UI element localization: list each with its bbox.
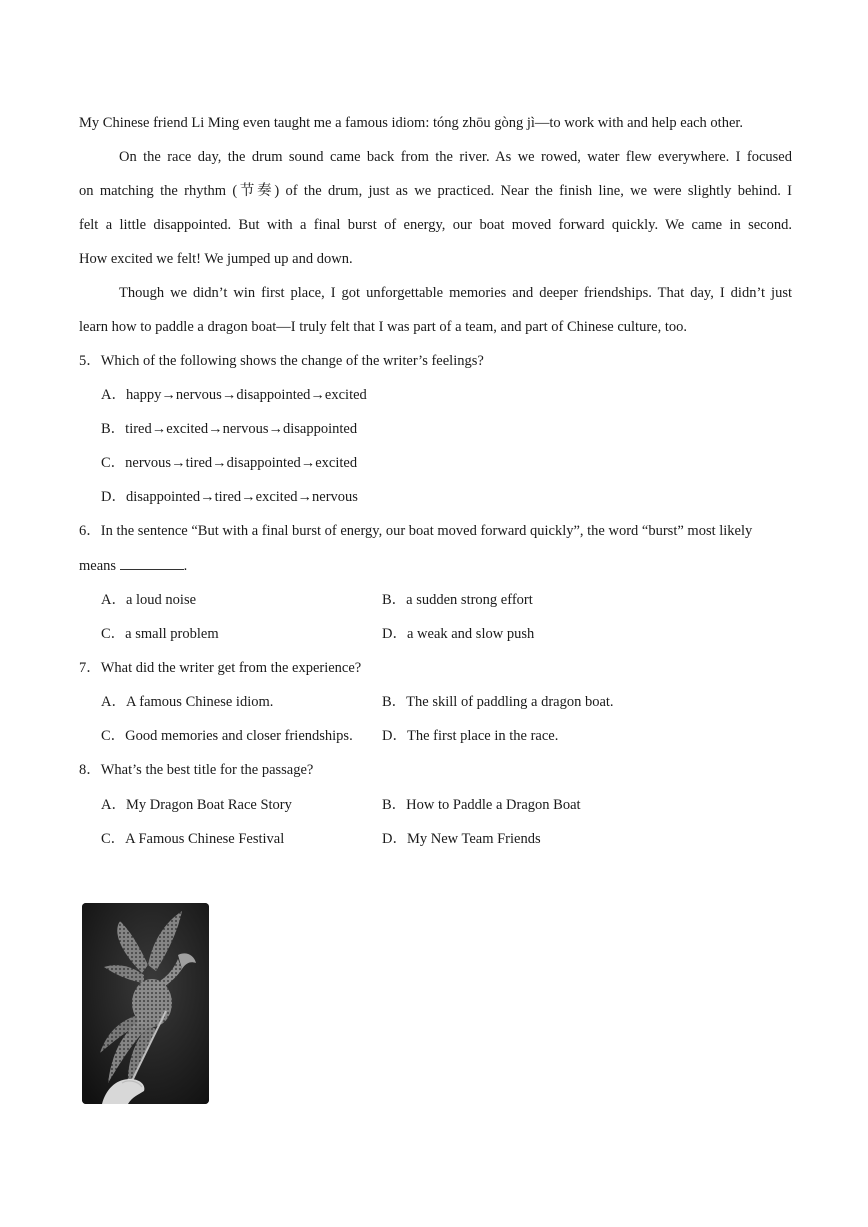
question-8-option-d: D．My New Team Friends — [382, 831, 541, 847]
paper-cut-phoenix-photo — [82, 903, 209, 1104]
question-8-option-c: C．A Famous Chinese Festival — [101, 831, 285, 847]
question-5-option-d: D．disappointed→tired→excited→nervous — [101, 489, 358, 505]
question-6-option-c: C．a small problem — [101, 626, 219, 642]
phoenix-illustration — [82, 903, 209, 1104]
question-8-stem: 8．What’s the best title for the passage? — [79, 762, 314, 778]
passage-line: Though we didn’t win first place, I got unforgettable memories and deeper friendships. That day, I didn’t just — [119, 285, 792, 301]
question-8-option-b: B．How to Paddle a Dragon Boat — [382, 797, 581, 813]
passage-line: On the race day, the drum sound came back from the river. As we rowed, water flew everywhere. I focused — [119, 149, 792, 165]
question-7-stem: 7．What did the writer get from the experience? — [79, 660, 362, 676]
passage-line: My Chinese friend Li Ming even taught me a famous idiom: tóng zhōu gòng jì—to work with and help each other. — [79, 115, 744, 131]
question-5-stem: 5．Which of the following shows the change of the writer’s feelings? — [79, 353, 484, 369]
question-5-option-a: A．happy→nervous→disappointed→excited — [101, 387, 367, 403]
question-6-means: means — [79, 558, 117, 574]
question-6-option-b: B．a sudden strong effort — [382, 592, 533, 608]
question-6-period: . — [183, 558, 188, 574]
question-6-stem: 6．In the sentence “But with a final burst of energy, our boat moved forward quickly”, the word “burst” most likely — [79, 523, 753, 539]
passage-paragraph — [79, 147, 792, 249]
question-7-option-a: A．A famous Chinese idiom. — [101, 694, 274, 710]
question-8-option-a: A．My Dragon Boat Race Story — [101, 797, 292, 813]
question-6-option-d: D．a weak and slow push — [382, 626, 535, 642]
passage-line: learn how to paddle a dragon boat—I truly felt that I was part of a team, and part of Chinese culture, too. — [79, 319, 687, 335]
question-5-option-b: B．tired→excited→nervous→disappointed — [101, 421, 358, 437]
question-6-option-a: A．a loud noise — [101, 592, 197, 608]
question-7-option-d: D．The first place in the race. — [382, 728, 559, 744]
question-7-option-c: C．Good memories and closer friendships. — [101, 728, 353, 744]
answer-blank — [120, 557, 184, 570]
question-5-option-c: C．nervous→tired→disappointed→excited — [101, 455, 358, 471]
question-7-option-b: B．The skill of paddling a dragon boat. — [382, 694, 614, 710]
passage-line: on matching the rhythm (节奏) of the drum, just as we practiced. Near the finish line, we were slightly behind. I — [79, 183, 792, 199]
passage-paragraph — [79, 283, 792, 317]
passage-line: How excited we felt! We jumped up and down. — [79, 251, 353, 267]
question-6-stem-continued — [79, 556, 187, 576]
passage-line: felt a little disappointed. But with a final burst of energy, our boat moved forward quickly. We came in second. — [79, 217, 792, 233]
